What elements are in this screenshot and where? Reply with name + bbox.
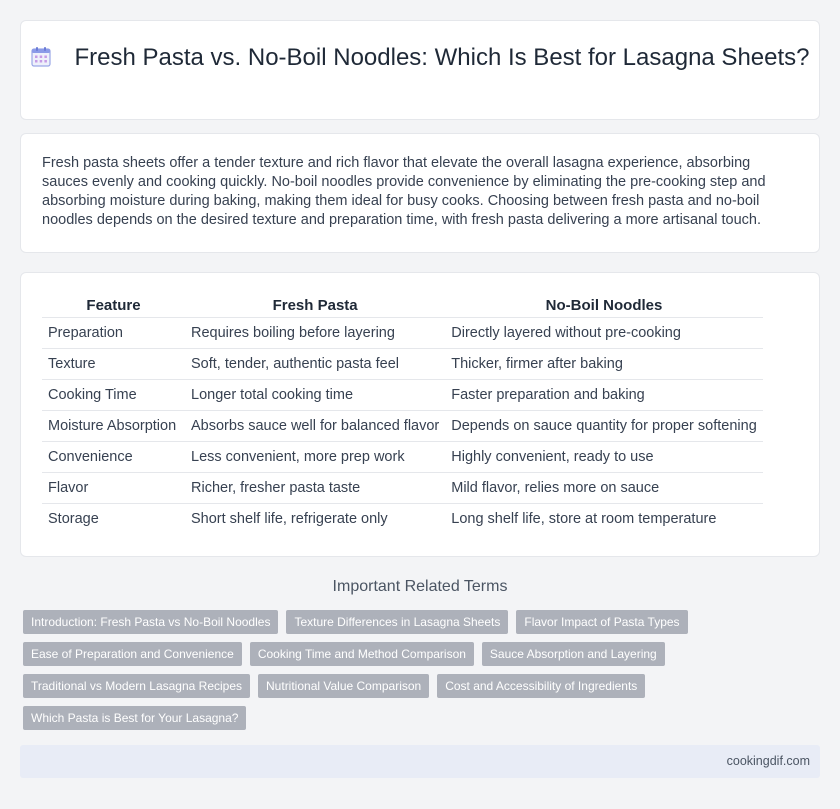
calendar-icon [30,46,52,68]
header-card [20,20,820,120]
related-terms-heading: Important Related Terms [332,578,508,595]
row-no-boil-cell: Directly layered without pre-cooking [445,317,763,348]
page-title-block [21,43,819,73]
table-row [42,472,763,503]
row-fresh-pasta-cell: Requires boiling before layering [185,317,445,348]
page-title: Fresh Pasta vs. No-Boil Noodles: Which Is Best for Lasagna Sheets? [74,44,810,71]
related-tag[interactable]: Which Pasta is Best for Your Lasagna? [23,706,246,730]
related-tag[interactable]: Ease of Preparation and Convenience [23,642,242,666]
table-row [42,441,763,472]
row-feature-cell: Texture [42,348,185,379]
related-tag[interactable]: Cooking Time and Method Comparison [250,642,474,666]
related-tag[interactable]: Nutritional Value Comparison [258,674,429,698]
row-fresh-pasta-cell: Soft, tender, authentic pasta feel [185,348,445,379]
table-row [42,348,763,379]
row-fresh-pasta-cell: Less convenient, more prep work [185,441,445,472]
row-feature-cell: Convenience [42,441,185,472]
related-tag[interactable]: Texture Differences in Lasagna Sheets [286,610,508,634]
table-row [42,503,763,534]
related-tag[interactable]: Sauce Absorption and Layering [482,642,665,666]
row-fresh-pasta-cell: Longer total cooking time [185,379,445,410]
table-row [42,379,763,410]
related-terms-tags [23,610,723,730]
row-feature-cell: Moisture Absorption [42,410,185,441]
row-feature-cell: Storage [42,503,185,534]
column-header-no-boil-noodles: No-Boil Noodles [545,297,663,315]
row-no-boil-cell: Long shelf life, store at room temperature [445,503,763,534]
related-tag[interactable]: Flavor Impact of Pasta Types [516,610,687,634]
row-feature-cell: Cooking Time [42,379,185,410]
row-feature-cell: Preparation [42,317,185,348]
row-no-boil-cell: Depends on sauce quantity for proper softening [445,410,763,441]
row-no-boil-cell: Faster preparation and baking [445,379,763,410]
row-fresh-pasta-cell: Short shelf life, refrigerate only [185,503,445,534]
intro-card [20,133,820,253]
related-tag[interactable]: Cost and Accessibility of Ingredients [437,674,645,698]
row-fresh-pasta-cell: Absorbs sauce well for balanced flavor [185,410,445,441]
intro-paragraph: Fresh pasta sheets offer a tender texture and rich flavor that elevate the overall lasagna experience, absorbing sauces evenly and cooking quickly. No-boil noodles provide convenience by eliminating the pre-cooking step and absorbing moisture during baking, making them ideal for busy cooks. Choosing between fresh pasta and no-boil noodles depends on the desired texture and preparation time, with fresh pasta delivering a more artisanal touch. [42,155,766,228]
row-no-boil-cell: Thicker, firmer after baking [445,348,763,379]
table-row [42,410,763,441]
column-header-fresh-pasta: Fresh Pasta [272,297,358,315]
comparison-table [42,295,763,534]
row-feature-cell: Flavor [42,472,185,503]
column-header-feature: Feature [86,297,141,315]
related-tag[interactable]: Introduction: Fresh Pasta vs No-Boil Noodles [23,610,278,634]
row-no-boil-cell: Highly convenient, ready to use [445,441,763,472]
related-tag[interactable]: Traditional vs Modern Lasagna Recipes [23,674,250,698]
row-fresh-pasta-cell: Richer, fresher pasta taste [185,472,445,503]
footer-site-link[interactable]: cookingdif.com [726,754,810,768]
row-no-boil-cell: Mild flavor, relies more on sauce [445,472,763,503]
footer-bar [20,745,820,778]
table-row [42,317,763,348]
comparison-card [20,272,820,557]
table-header-row [42,295,763,317]
